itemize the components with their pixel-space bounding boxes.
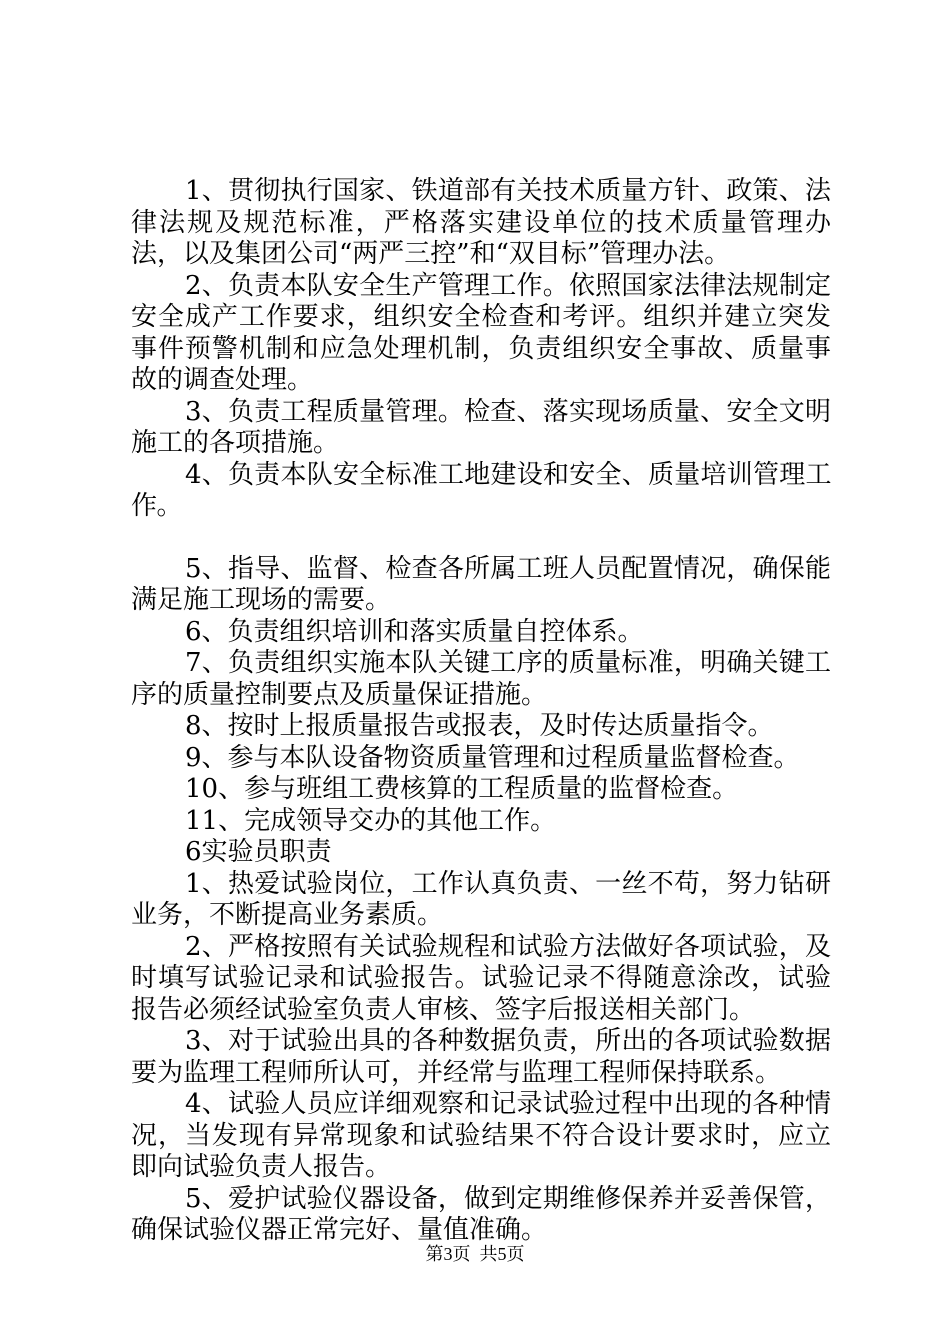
paragraph-item: 5、爱护试验仪器设备，做到定期维修保养并妥善保管，确保试验仪器正常完好、量值准确。 [131,1183,831,1245]
paragraph-item: 1、热爱试验岗位，工作认真负责、一丝不苟，努力钻研业务，不断提高业务素质。 [131,868,831,930]
paragraph-item: 3、负责工程质量管理。检查、落实现场质量、安全文明施工的各项措施。 [131,396,831,458]
page-number-footer: 第3页 共5页 [425,1244,525,1264]
paragraph-spacer [131,523,831,554]
paragraph-item: 6、负责组织培训和落实质量自控体系。 [185,616,644,647]
paragraph-item: 4、负责本队安全标准工地建设和安全、质量培训管理工作。 [131,459,831,521]
paragraph-item: 2、负责本队安全生产管理工作。依照国家法律法规制定安全成产工作要求，组织安全检查和考评。组织并建立突发事件预警机制和应急处理机制，负责组织安全事故、质量事故的调查处理。 [131,270,831,395]
paragraph-item: 2、严格按照有关试验规程和试验方法做好各项试验，及时填写试验记录和试验报告。试验记录不得随意涂改，试验报告必须经试验室负责人审核、签字后报送相关部门。 [131,931,831,1025]
paragraph-item: 7、负责组织实施本队关键工序的质量标准，明确关键工序的质量控制要点及质量保证措施。 [131,648,831,710]
paragraph-item: 4、试验人员应详细观察和记录试验过程中出现的各种情况，当发现有异常现象和试验结果不符合设计要求时，应立即向试验负责人报告。 [131,1089,831,1182]
paragraph-item: 3、对于试验出具的各种数据负责，所出的各项试验数据要为监理工程师所认可，并经常与监理工程师保持联系。 [131,1026,831,1088]
paragraph-item: 11、完成领导交办的其他工作。 [185,805,557,836]
paragraph-item: 9、参与本队设备物资质量管理和过程质量监督检查。 [185,742,800,773]
paragraph-item: 8、按时上报质量报告或报表，及时传达质量指令。 [185,711,774,741]
paragraph-item: 1、贯彻执行国家、铁道部有关技术质量方针、政策、法律法规及规范标准，严格落实建设单位的技术质量管理办法，以及集团公司“两严三控”和“双目标”管理办法。 [131,176,831,269]
paragraph-item: 10、参与班组工费核算的工程质量的监督检查。 [185,774,739,804]
document-body [131,176,831,1247]
section-heading: 6实验员职责 [185,837,332,867]
paragraph-item: 5、指导、监督、检查各所属工班人员配置情况，确保能满足施工现场的需要。 [131,553,831,615]
